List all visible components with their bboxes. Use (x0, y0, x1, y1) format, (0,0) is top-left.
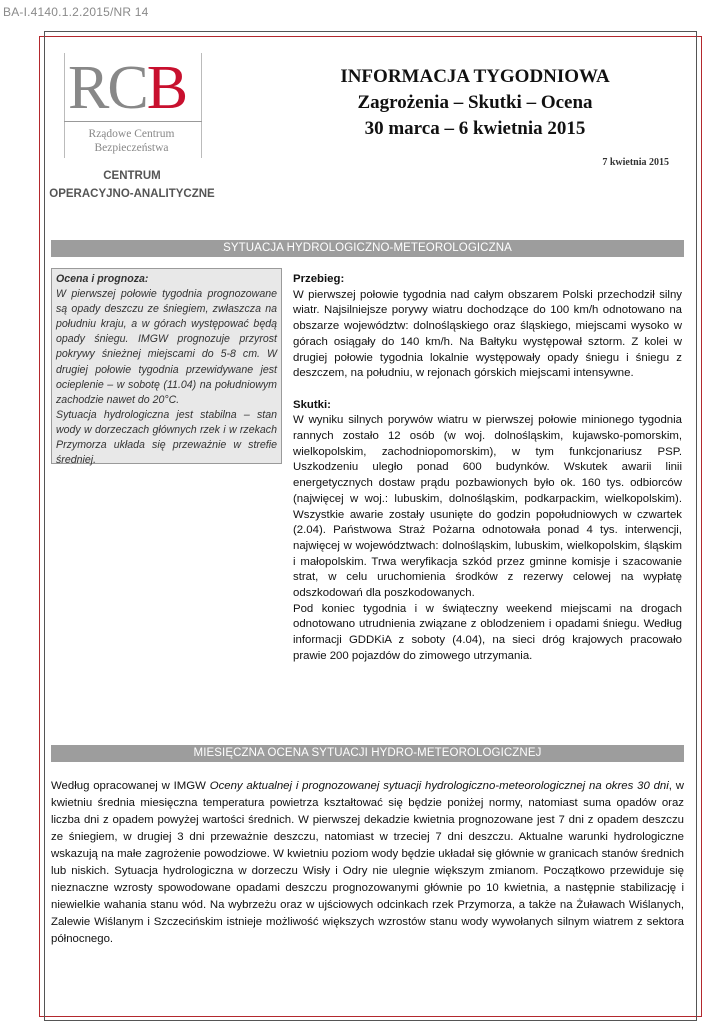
title-line3: 30 marca – 6 kwietnia 2015 (364, 118, 586, 139)
logo-letter-b: B (146, 54, 187, 122)
rcb-logo (60, 53, 203, 163)
logo-divider (64, 121, 202, 122)
title-line2: Zagrożenia – Skutki – Ocena (357, 92, 593, 113)
page-title (290, 64, 660, 142)
przebieg-heading: Przebieg: (293, 273, 345, 285)
skutki-heading: Skutki: (293, 398, 331, 411)
forecast-sidebar-title: Ocena i prognoza: (56, 273, 149, 285)
logo-letters-rc: RC (68, 54, 147, 122)
monthly-text: , w kwietniu średnia miesięczna temperatura powietrza kształtować się będzie poniżej normy, natomiast suma opadów oraz liczba dni z opadem powyżej wartości średnich. W pierwszej dekadzie kwietnia prognozowane jest 7 dni z opadem deszczu ze śniegiem, w drugiej 3 dni przeważnie deszczu, natomiast w trzeciej 7 dni deszczu. Aktualne warunki hydrologiczne wskazują na małe zagrożenie powodziowe. W kwietniu poziom wody będzie układał się głównie w granicach stanów średnich lub niskich. Sytuacja hydrologiczna w dorzeczu Wisły i Odry nie ulegnie większym zmianom. Początkowo przewiduje się nieznaczne wzrosty spowodowane opadami deszczu prognozowanymi głównie po 10 kwietnia, a następnie stabilizację i niewielkie wahania stanu wód. Na wybrzeżu oraz w ujściowych odcinkach rzek Przymorza, a także na Żuławach Wiślanych, Zalewie Wiślanym i Szczecińskim istnieje możliwość większych wzrostów stanu wody wywołanych silnym wiatrem z sektora północnego. (51, 780, 684, 945)
document-number: BA-I.4140.1.2.2015/NR 14 (3, 5, 149, 19)
monthly-lead: Według opracowanej w IMGW (51, 780, 210, 792)
section-heading-monthly: MIESIĘCZNA OCENA SYTUACJI HYDRO-METEOROLOGICZNEJ (51, 745, 684, 762)
unit-name-line1: CENTRUM (103, 170, 161, 182)
monthly-report-title: Oceny aktualnej i prognozowanej sytuacji hydrologiczno-meteorologicznej na okres 30 dni (209, 780, 669, 792)
unit-name (42, 167, 222, 203)
forecast-sidebar (51, 268, 282, 467)
logo-letters (68, 54, 187, 122)
logo-subtitle-line1: Rządowe Centrum (88, 128, 175, 140)
issue-date: 7 kwietnia 2015 (602, 157, 669, 168)
section-heading-hydro-meteo: SYTUACJA HYDROLOGICZNO-METEOROLOGICZNA (51, 240, 684, 257)
title-line1: INFORMACJA TYGODNIOWA (340, 66, 610, 87)
przebieg-text: W pierwszej połowie tygodnia nad całym obszarem Polski przechodził silny wiatr. Najsilniejsze porywy wiatru dochodzące do 100 km/h odnotowano na obszarze województw: dolnośląskiego oraz śląskiego, miejscami wysoko w górach osiągały do 140 km/h. Na Bałtyku występował sztorm. Z kolei w drugiej połowie tygodnia lokalnie występowały opady śniegu i śniegu z deszczem, na południu, w rejonach górskich miejscami intensywne. (293, 288, 682, 380)
forecast-sidebar-paragraph-1: W pierwszej połowie tygodnia prognozowane są opady deszczu ze śniegiem, zwłaszcza na południu kraju, a w górach występować będą opady śniegu. IMGW prognozuje przyrost pokrywy śnieżnej miejscami do 5-8 cm. W drugiej połowie tygodnia przewidywane jest ocieplenie – w sobotę (11.04) na południowym zachodzie nawet do 20°C. (56, 288, 277, 406)
skutki-paragraph-1: W wyniku silnych porywów wiatru w pierwszej połowie minionego tygodnia rannych zostało 12 osób (w woj. dolnośląskim, kujawsko-pomorskim, wielkopolskim, zachodniopomorskim), w tym funkcjonariusz PSP. Uszkodzeniu uległo ponad 600 budynków. Wskutek awarii linii energetycznych dostaw prądu pozbawionych było ok. 160 tys. odbiorców (najwięcej w woj.: lubuskim, dolnośląskim, podkarpackim, wielkopolskim). Wszystkie awarie zostały usunięte do godzin popołudniowych w czwartek (2.04). Państwowa Straż Pożarna odnotowała ponad 4 tys. interwencji, najwięcej w województwach: dolnośląskim, lubuskim, wielkopolskim, śląskim i małopolskim. Trwa weryfikacja szkód przez gminne komisje i szacowanie strat, w celu uruchomienia środków z rezerwy celowej na wypłatę odszkodowań dla poszkodowanych. (293, 414, 682, 600)
main-column (293, 272, 682, 665)
unit-name-line2: OPERACYJNO-ANALITYCZNE (49, 188, 215, 200)
monthly-assessment (51, 778, 684, 948)
logo-subtitle-line2: Bezpieczeństwa (94, 142, 169, 154)
spacer (293, 382, 682, 398)
forecast-sidebar-paragraph-2: Sytuacja hydrologiczna jest stabilna – stan wody w dorzeczach głównych rzek i w rzekach Przymorza układa się przeważnie w strefie średniej. (56, 408, 277, 467)
skutki-paragraph-2: Pod koniec tygodnia i w świąteczny weekend miejscami na drogach odnotowano utrudnienia związane z oblodzeniem i opadami śniegu. Według informacji GDDKiA z soboty (4.04), na sieci dróg krajowych pracowało prawie 200 pojazdów do zimowego utrzymania. (293, 602, 682, 662)
logo-subtitle (60, 127, 203, 155)
